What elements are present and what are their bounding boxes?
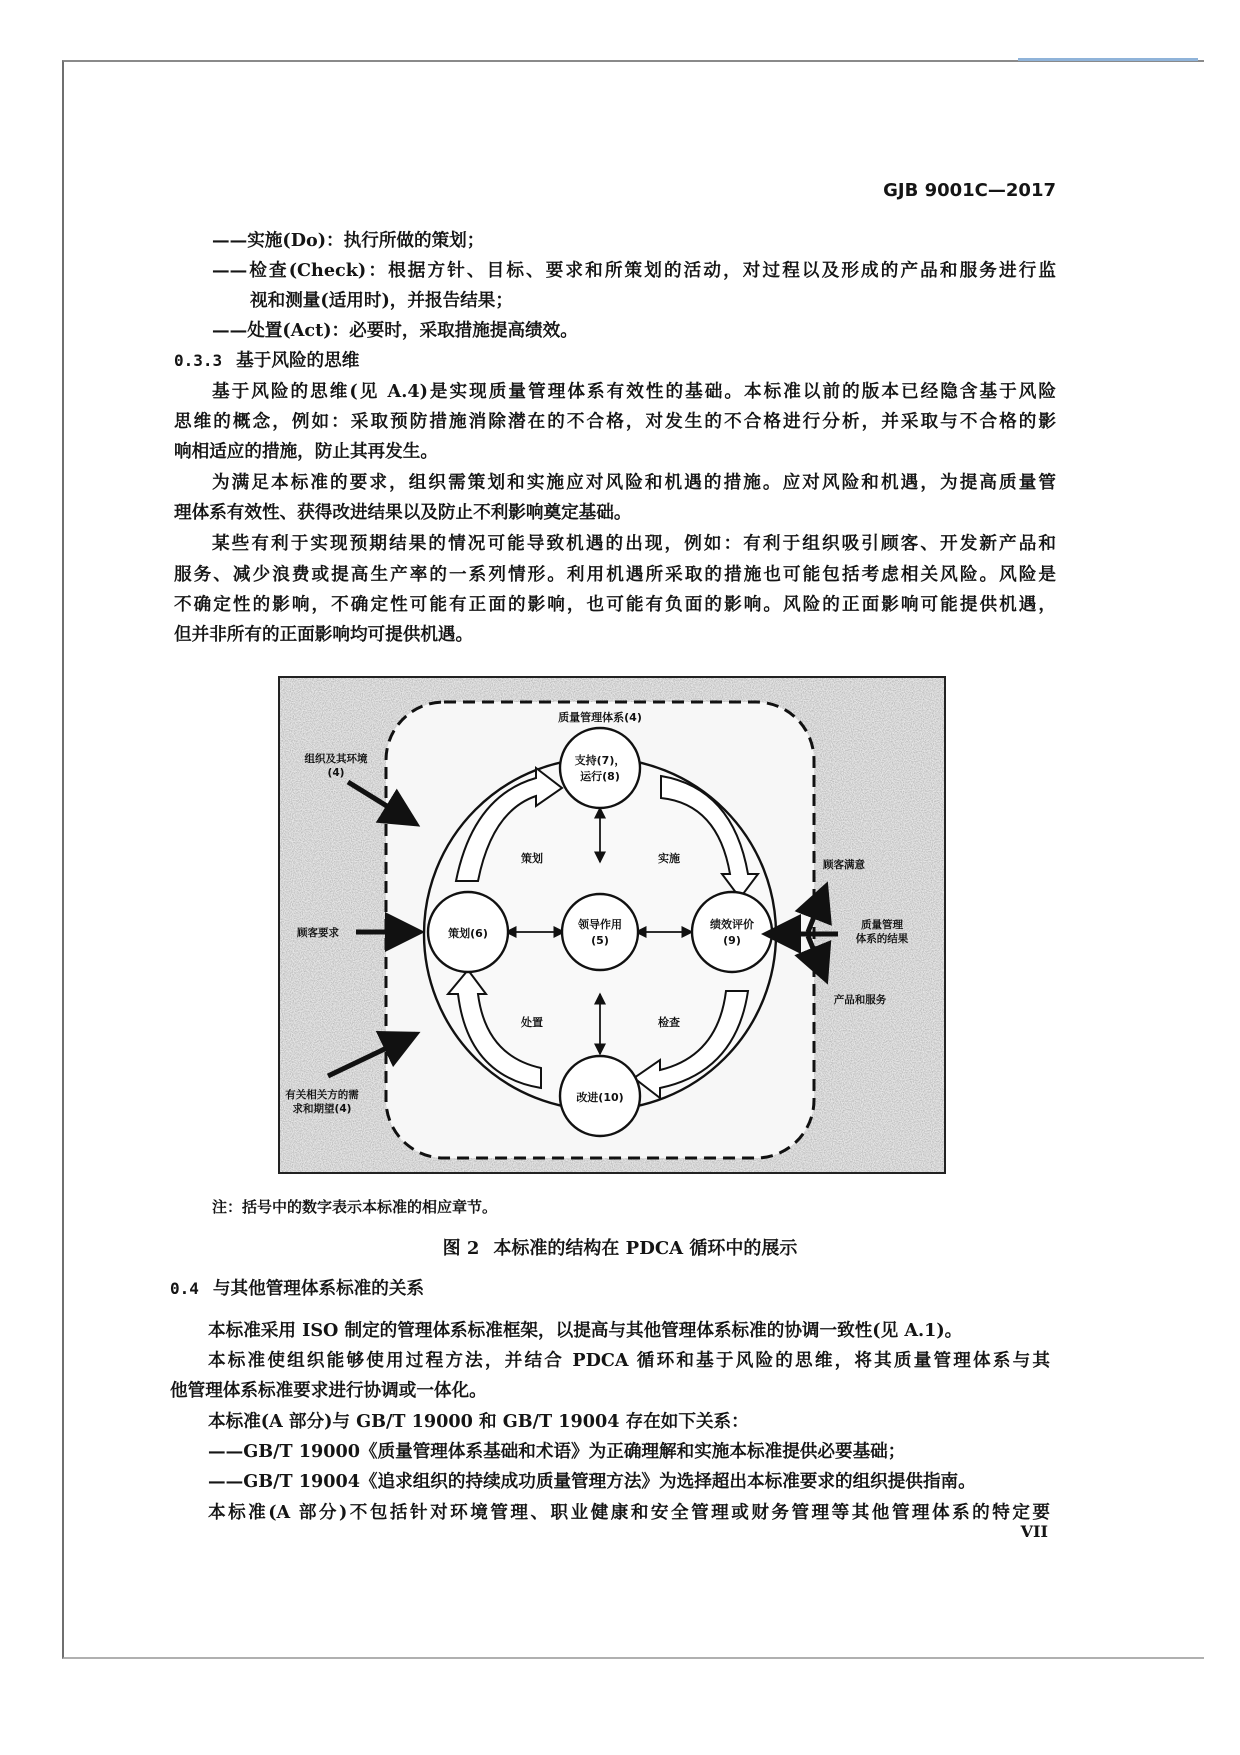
- paragraph-line: 本标准使组织能够使用过程方法，并结合 PDCA 循环和基于风险的思维，将其质量管理体系与其: [208, 1350, 1050, 1371]
- qms-label: 质量管理体系(4): [558, 711, 642, 724]
- node-leadership-label: 领导作用: [578, 918, 622, 931]
- paragraph-line: 不确定性的影响，不确定性可能有正面的影响，也可能有负面的影响。风险的正面影响可能提供机遇，: [174, 594, 1056, 615]
- list-item: ——GB/T 19000《质量管理体系基础和术语》为正确理解和实施本标准提供必要基础；: [208, 1441, 906, 1462]
- paragraph-line: 某些有利于实现预期结果的情况可能导致机遇的出现，例如：有利于组织吸引顾客、开发新产品和: [212, 533, 1056, 554]
- node-evaluation: [692, 892, 772, 972]
- node-planning-label: 策划(6): [448, 927, 488, 940]
- list-item-check: ——检查(Check)：根据方针、目标、要求和所策划的活动，对过程以及形成的产品和服务进行监: [212, 260, 1056, 281]
- list-item-act: ——处置(Act)：必要时，采取措施提高绩效。: [212, 320, 578, 341]
- figure-note: 注：括号中的数字表示本标准的相应章节。: [212, 1198, 498, 1216]
- section-number: 0.4: [170, 1279, 199, 1298]
- section-title: 基于风险的思维: [236, 350, 360, 371]
- paragraph-line: 本标准(A 部分)不包括针对环境管理、职业健康和安全管理或财务管理等其他管理体系的特定要: [208, 1502, 1050, 1523]
- quadrant-plan-label: 策划: [521, 852, 543, 865]
- node-evaluation-label: 绩效评价: [710, 918, 754, 931]
- section-heading-04: [170, 1274, 424, 1304]
- input-org-context-label: 组织及其环境: [304, 753, 368, 765]
- node-leadership: [562, 894, 638, 970]
- input-interested-parties-label-cont: 求和期望(4): [292, 1103, 352, 1115]
- node-leadership-number: (5): [591, 934, 609, 947]
- scan-mark: [1018, 58, 1198, 61]
- quadrant-do-label: 实施: [658, 852, 680, 865]
- node-improvement-label: 改进(10): [576, 1091, 624, 1104]
- list-item-do: ——实施(Do)：执行所做的策划；: [212, 230, 485, 251]
- quadrant-act-label: 处置: [521, 1016, 543, 1029]
- input-customer-requirements-label: 顾客要求: [297, 927, 339, 939]
- paragraph-line: 基于风险的思维(见 A.4)是实现质量管理体系有效性的基础。本标准以前的版本已经隐含基于风险: [212, 381, 1056, 402]
- output-qms-results-label: 质量管理: [861, 919, 903, 931]
- paragraph-line: 理体系有效性、获得改进结果以及防止不利影响奠定基础。: [174, 502, 632, 523]
- paragraph-line: 他管理体系标准要求进行协调或一体化。: [170, 1380, 487, 1401]
- list-item: ——GB/T 19004《追求组织的持续成功质量管理方法》为选择超出本标准要求的组织提供指南。: [208, 1471, 976, 1492]
- paragraph-line: 本标准采用 ISO 制定的管理体系标准框架，以提高与其他管理体系标准的协调一致性(见 A.1)。: [208, 1320, 963, 1341]
- page-number: VII: [1020, 1522, 1048, 1541]
- document-code: GJB 9001C—2017: [883, 180, 1056, 201]
- paragraph-line: 响相适应的措施，防止其再发生。: [174, 441, 438, 462]
- output-customer-satisfaction-label: 顾客满意: [823, 859, 865, 871]
- node-support-label: 支持(7)，: [574, 754, 626, 767]
- pdca-figure: [278, 676, 946, 1174]
- input-org-context-number: (4): [327, 767, 345, 779]
- section-number: 0.3.3: [174, 351, 223, 370]
- quadrant-check-label: 检查: [658, 1016, 680, 1029]
- output-products-services-label: 产品和服务: [833, 994, 887, 1006]
- paragraph-line: 本标准(A 部分)与 GB/T 19000 和 GB/T 19004 存在如下关系：: [208, 1411, 749, 1432]
- paragraph-line: 服务、减少浪费或提高生产率的一系列情形。利用机遇所采取的措施也可能包括考虑相关风险。风险是: [174, 564, 1056, 585]
- section-title: 与其他管理体系标准的关系: [212, 1278, 425, 1299]
- output-qms-results-label-cont: 体系的结果: [855, 933, 909, 945]
- figure-number: 图 2: [442, 1238, 480, 1259]
- paragraph-line: 但并非所有的正面影响均可提供机遇。: [174, 624, 474, 645]
- paragraph-line: 为满足本标准的要求，组织需策划和实施应对风险和机遇的措施。应对风险和机遇，为提高质量管: [212, 472, 1056, 493]
- section-heading-033: [174, 346, 359, 376]
- node-support-operation: [560, 728, 640, 808]
- node-evaluation-number: (9): [723, 934, 741, 947]
- figure-caption-text: 本标准的结构在 PDCA 循环中的展示: [493, 1238, 798, 1259]
- input-interested-parties-label: 有关相关方的需: [285, 1089, 359, 1101]
- node-operation-label: 运行(8): [580, 770, 620, 783]
- figure-caption: [0, 1234, 1240, 1260]
- list-item-check-cont: 视和测量(适用时)，并报告结果；: [250, 290, 513, 311]
- paragraph-line: 思维的概念，例如：采取预防措施消除潜在的不合格，对发生的不合格进行分析，并采取与不合格的影: [174, 411, 1056, 432]
